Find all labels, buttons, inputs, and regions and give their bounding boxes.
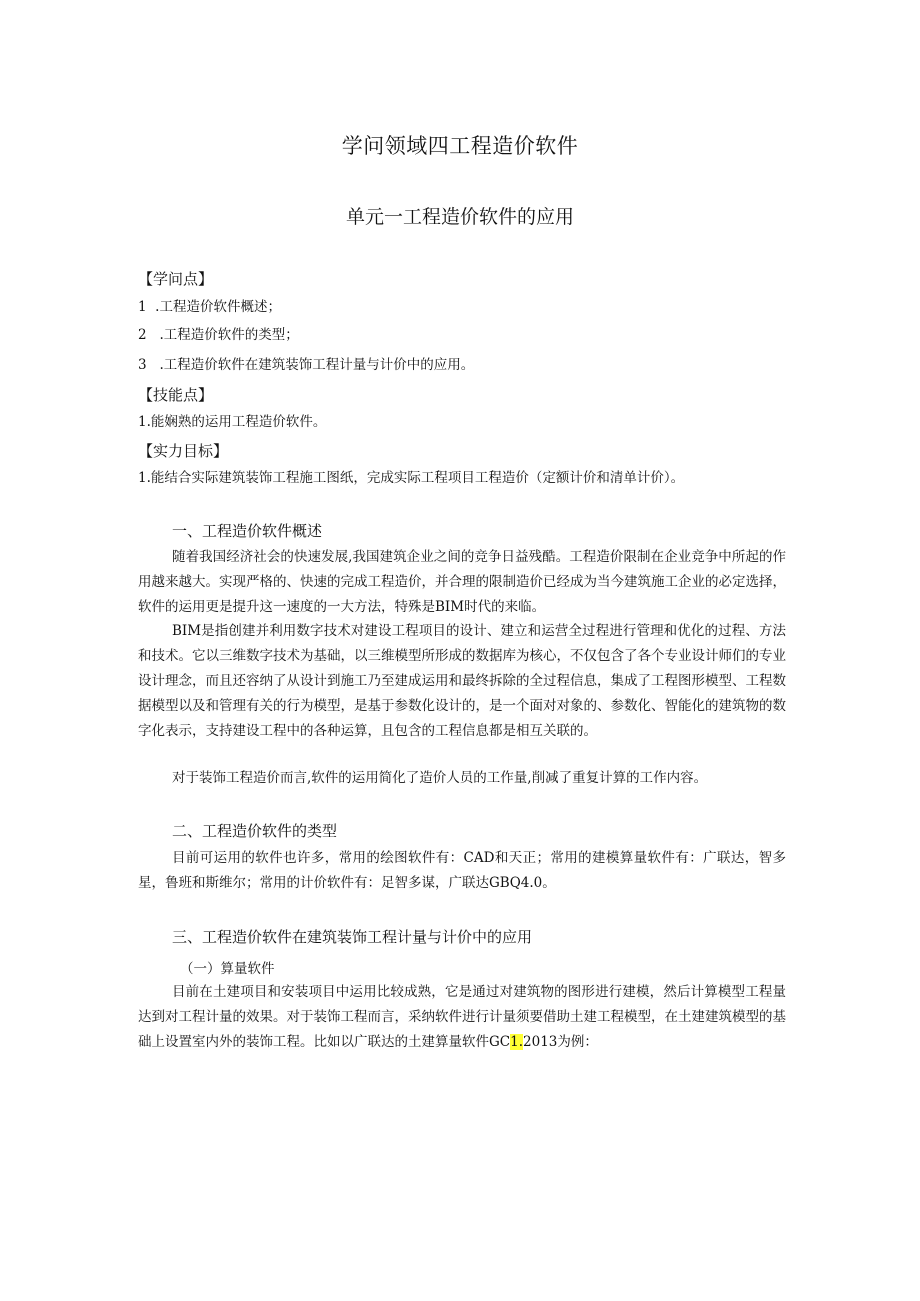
section-heading-application: 三、工程造价软件在建筑装饰工程计量与计价中的应用 — [172, 928, 533, 946]
knowledge-item: 1 .工程造价软件概述； — [138, 299, 281, 315]
skills-item: 1.能娴熟的运用工程造价软件。 — [138, 414, 327, 430]
goals-heading: 【实力目标】 — [138, 442, 229, 460]
document-title: 学问领域四工程造价软件 — [341, 134, 579, 158]
skills-heading: 【技能点】 — [138, 386, 214, 404]
paragraph — [138, 980, 786, 1055]
paragraph-text: 2013为例： — [523, 1034, 598, 1050]
paragraph: 随着我国经济社会的快速发展,我国建筑企业之间的竞争日益残酷。工程造价限制在企业竞争中所起的作用越来越大。实现严格的、快速的完成工程造价，并合理的限制造价已经成为当今建筑施工企业的必定选择，软件的运用更是提升这一速度的一大方法，特殊是BIM时代的来临。 — [138, 549, 786, 615]
knowledge-item: 2 .工程造价软件的类型； — [138, 327, 299, 343]
section-heading-types: 二、工程造价软件的类型 — [172, 822, 338, 840]
paragraph: BIM是指创建并利用数字技术对建设工程项目的设计、建立和运营全过程进行管理和优化的过程、方法和技术。它以三维数字技术为基础，以三维模型所形成的数据库为核心，不仅包含了各个专业设计师们的专业设计理念，而且还容纳了从设计到施工乃至建成运用和最终拆除的全过程信息，集成了工程图形模型、工程数据模型以及和管理有关的行为模型，是基于参数化设计的，是一个面对对象的、参数化、智能化的建筑物的数字化表示，支持建设工程中的各种运算，且包含的工程信息都是相互关联的。 — [138, 623, 786, 739]
unit-subtitle: 单元一工程造价软件的应用 — [345, 206, 574, 228]
paragraph-text: 目前在土建项目和安装项目中运用比较成熟，它是通过对建筑物的图形进行建模，然后计算模型工程量达到对工程计量的效果。对于装饰工程而言，采纳软件进行计量须要借助土建工程模型，在土建建筑模型的基础上设置室内外的装饰工程。比如以广联达的土建算量软件GC — [138, 984, 786, 1050]
knowledge-item: 3 .工程造价软件在建筑装饰工程计量与计价中的应用。 — [138, 357, 475, 373]
highlighted-text: 1. — [510, 1034, 524, 1050]
knowledge-heading: 【学问点】 — [138, 270, 214, 288]
section-heading-overview: 一、工程造价软件概述 — [172, 522, 323, 540]
paragraph: 对于装饰工程造价而言,软件的运用简化了造价人员的工作量,削减了重复计算的工作内容。 — [172, 770, 708, 786]
goals-item: 1.能结合实际建筑装饰工程施工图纸，完成实际工程项目工程造价（定额计价和清单计价）。 — [138, 470, 685, 486]
paragraph: 目前可运用的软件也许多，常用的绘图软件有：CAD和天正；常用的建模算量软件有：广联达，智多星，鲁班和斯维尔；常用的计价软件有：足智多谋，广联达GBQ4.0。 — [138, 850, 786, 891]
subsection-heading: （一）算量软件 — [180, 961, 275, 977]
